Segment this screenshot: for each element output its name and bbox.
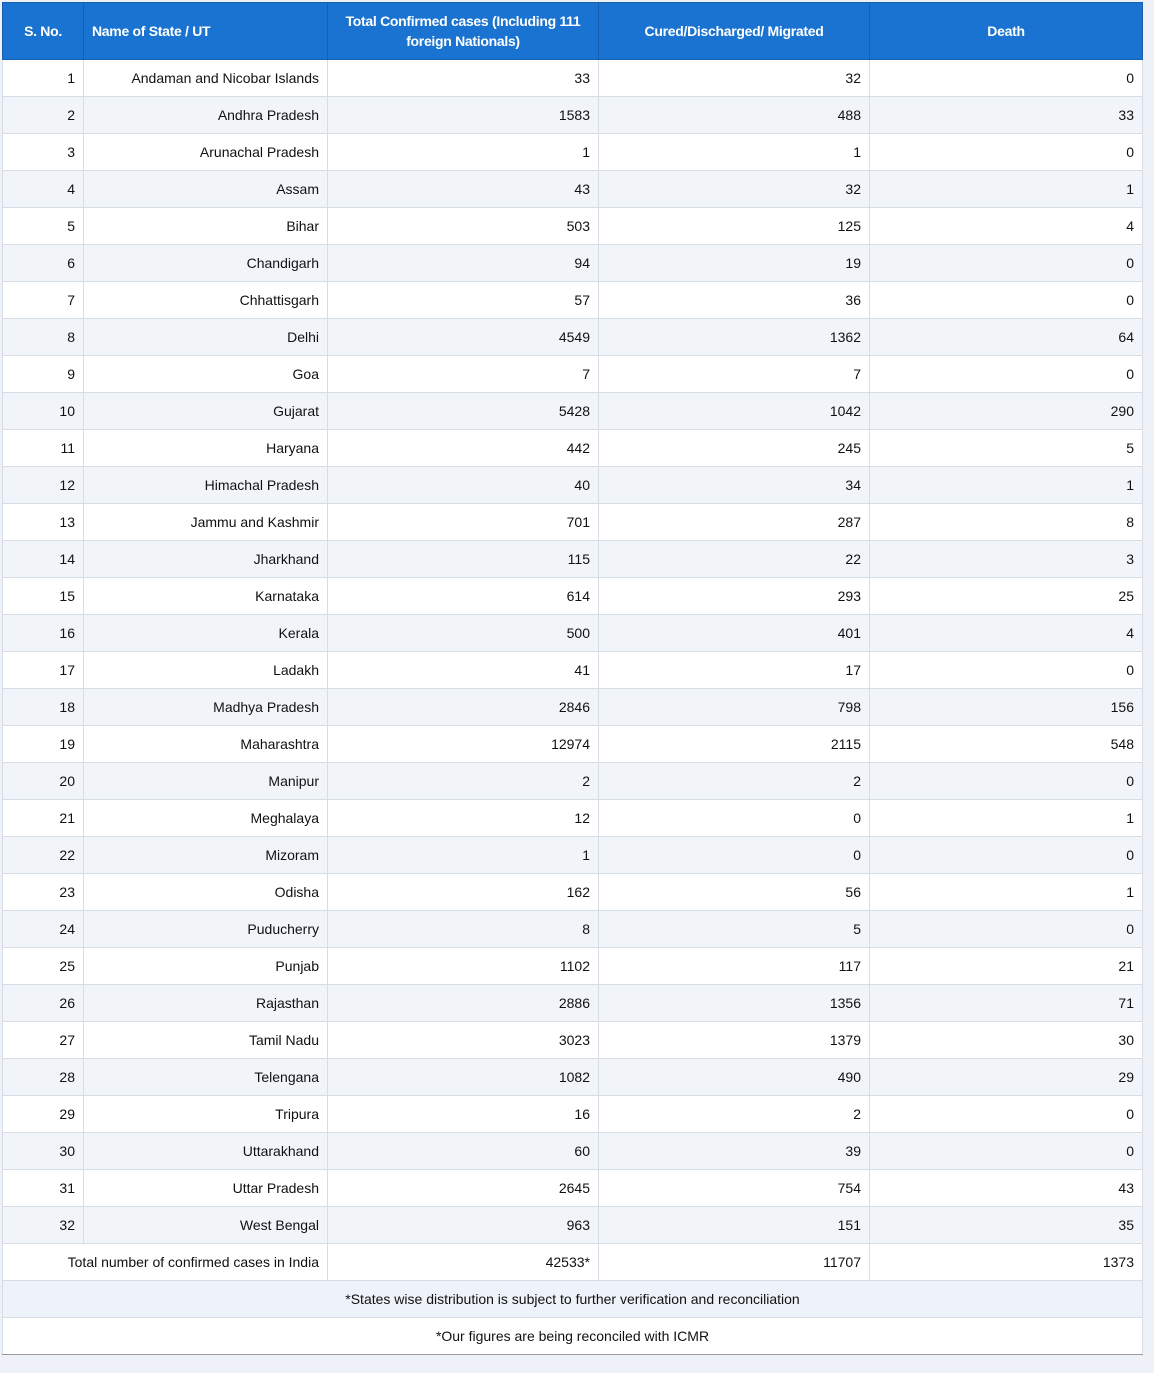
cell-cured: 19 xyxy=(599,245,870,282)
cell-cured: 36 xyxy=(599,282,870,319)
cell-confirmed: 442 xyxy=(328,430,599,467)
cell-cured: 1 xyxy=(599,134,870,171)
cell-confirmed: 1 xyxy=(328,134,599,171)
table-row xyxy=(3,208,1143,245)
cell-death: 0 xyxy=(870,134,1143,171)
cell-death: 1 xyxy=(870,874,1143,911)
table-row xyxy=(3,911,1143,948)
cell-state-name: Tamil Nadu xyxy=(84,1022,328,1059)
cell-confirmed: 1 xyxy=(328,837,599,874)
table-row xyxy=(3,356,1143,393)
cell-sno: 2 xyxy=(3,97,84,134)
cell-confirmed: 5428 xyxy=(328,393,599,430)
cell-cured: 34 xyxy=(599,467,870,504)
cell-sno: 3 xyxy=(3,134,84,171)
cell-confirmed: 1583 xyxy=(328,97,599,134)
cell-death: 5 xyxy=(870,430,1143,467)
cell-death: 35 xyxy=(870,1207,1143,1244)
cell-cured: 17 xyxy=(599,652,870,689)
cell-confirmed: 3023 xyxy=(328,1022,599,1059)
cell-confirmed: 33 xyxy=(328,60,599,97)
cell-death: 4 xyxy=(870,208,1143,245)
cell-confirmed: 500 xyxy=(328,615,599,652)
cell-state-name: Madhya Pradesh xyxy=(84,689,328,726)
cell-confirmed: 115 xyxy=(328,541,599,578)
table-row xyxy=(3,282,1143,319)
cell-death: 290 xyxy=(870,393,1143,430)
cell-state-name: Telengana xyxy=(84,1059,328,1096)
cell-cured: 117 xyxy=(599,948,870,985)
cell-state-name: Andaman and Nicobar Islands xyxy=(84,60,328,97)
cell-confirmed: 1082 xyxy=(328,1059,599,1096)
cell-confirmed: 8 xyxy=(328,911,599,948)
cell-state-name: Assam xyxy=(84,171,328,208)
cell-death: 21 xyxy=(870,948,1143,985)
table-row xyxy=(3,60,1143,97)
cell-sno: 1 xyxy=(3,60,84,97)
total-cured: 11707 xyxy=(599,1244,870,1281)
cell-confirmed: 162 xyxy=(328,874,599,911)
table-row xyxy=(3,689,1143,726)
cell-death: 1 xyxy=(870,800,1143,837)
cell-cured: 151 xyxy=(599,1207,870,1244)
table-row xyxy=(3,245,1143,282)
cell-cured: 56 xyxy=(599,874,870,911)
cell-sno: 17 xyxy=(3,652,84,689)
cell-state-name: Goa xyxy=(84,356,328,393)
cell-confirmed: 7 xyxy=(328,356,599,393)
cell-confirmed: 43 xyxy=(328,171,599,208)
table-row xyxy=(3,1022,1143,1059)
cell-sno: 31 xyxy=(3,1170,84,1207)
cell-cured: 245 xyxy=(599,430,870,467)
cell-state-name: Jammu and Kashmir xyxy=(84,504,328,541)
table-row xyxy=(3,652,1143,689)
cell-sno: 12 xyxy=(3,467,84,504)
cell-confirmed: 2 xyxy=(328,763,599,800)
cell-sno: 11 xyxy=(3,430,84,467)
cell-confirmed: 1102 xyxy=(328,948,599,985)
header-row xyxy=(3,3,1143,60)
cell-cured: 2115 xyxy=(599,726,870,763)
header-state-name: Name of State / UT xyxy=(84,3,328,60)
cell-confirmed: 2645 xyxy=(328,1170,599,1207)
cell-death: 0 xyxy=(870,763,1143,800)
table-row xyxy=(3,1096,1143,1133)
cell-confirmed: 41 xyxy=(328,652,599,689)
cell-sno: 27 xyxy=(3,1022,84,1059)
table-body xyxy=(3,60,1143,1355)
cell-sno: 19 xyxy=(3,726,84,763)
cell-sno: 8 xyxy=(3,319,84,356)
cell-cured: 401 xyxy=(599,615,870,652)
table-row xyxy=(3,800,1143,837)
cell-death: 71 xyxy=(870,985,1143,1022)
cell-cured: 490 xyxy=(599,1059,870,1096)
cell-confirmed: 4549 xyxy=(328,319,599,356)
cell-confirmed: 57 xyxy=(328,282,599,319)
cell-cured: 0 xyxy=(599,800,870,837)
cell-death: 25 xyxy=(870,578,1143,615)
cell-state-name: Karnataka xyxy=(84,578,328,615)
cell-sno: 14 xyxy=(3,541,84,578)
cell-state-name: Andhra Pradesh xyxy=(84,97,328,134)
cell-confirmed: 12974 xyxy=(328,726,599,763)
cell-death: 30 xyxy=(870,1022,1143,1059)
cell-state-name: Tripura xyxy=(84,1096,328,1133)
table-row xyxy=(3,1170,1143,1207)
cell-state-name: Delhi xyxy=(84,319,328,356)
cell-death: 3 xyxy=(870,541,1143,578)
cell-death: 0 xyxy=(870,1133,1143,1170)
cell-cured: 32 xyxy=(599,60,870,97)
cell-sno: 15 xyxy=(3,578,84,615)
state-wise-cases-table xyxy=(2,2,1143,1355)
cell-death: 0 xyxy=(870,1096,1143,1133)
table-row xyxy=(3,985,1143,1022)
cell-death: 33 xyxy=(870,97,1143,134)
total-confirmed: 42533* xyxy=(328,1244,599,1281)
note-row xyxy=(3,1318,1143,1355)
cell-cured: 2 xyxy=(599,1096,870,1133)
cell-death: 64 xyxy=(870,319,1143,356)
cell-cured: 1356 xyxy=(599,985,870,1022)
cell-death: 0 xyxy=(870,282,1143,319)
cell-confirmed: 16 xyxy=(328,1096,599,1133)
cell-death: 29 xyxy=(870,1059,1143,1096)
table-row xyxy=(3,1059,1143,1096)
header-sno: S. No. xyxy=(3,3,84,60)
cell-state-name: Punjab xyxy=(84,948,328,985)
cell-sno: 32 xyxy=(3,1207,84,1244)
cell-cured: 1379 xyxy=(599,1022,870,1059)
cell-cured: 39 xyxy=(599,1133,870,1170)
cell-sno: 6 xyxy=(3,245,84,282)
cell-state-name: Uttarakhand xyxy=(84,1133,328,1170)
cell-death: 0 xyxy=(870,356,1143,393)
table-row xyxy=(3,948,1143,985)
cell-sno: 16 xyxy=(3,615,84,652)
table-row xyxy=(3,430,1143,467)
note-row xyxy=(3,1281,1143,1318)
table-row xyxy=(3,578,1143,615)
cell-death: 548 xyxy=(870,726,1143,763)
cell-state-name: Himachal Pradesh xyxy=(84,467,328,504)
cell-state-name: Rajasthan xyxy=(84,985,328,1022)
table-row xyxy=(3,393,1143,430)
cell-state-name: Mizoram xyxy=(84,837,328,874)
cell-sno: 4 xyxy=(3,171,84,208)
cell-sno: 29 xyxy=(3,1096,84,1133)
cell-state-name: Kerala xyxy=(84,615,328,652)
cell-state-name: Arunachal Pradesh xyxy=(84,134,328,171)
table-row xyxy=(3,171,1143,208)
cell-cured: 22 xyxy=(599,541,870,578)
cell-cured: 293 xyxy=(599,578,870,615)
cell-state-name: Uttar Pradesh xyxy=(84,1170,328,1207)
cell-cured: 0 xyxy=(599,837,870,874)
table-row xyxy=(3,1133,1143,1170)
total-row xyxy=(3,1244,1143,1281)
cell-confirmed: 40 xyxy=(328,467,599,504)
cell-sno: 5 xyxy=(3,208,84,245)
cell-sno: 22 xyxy=(3,837,84,874)
table-header xyxy=(3,3,1143,60)
cell-state-name: Haryana xyxy=(84,430,328,467)
cell-death: 8 xyxy=(870,504,1143,541)
cell-sno: 18 xyxy=(3,689,84,726)
header-confirmed: Total Confirmed cases (Including 111 foreign Nationals) xyxy=(328,3,599,60)
cell-cured: 5 xyxy=(599,911,870,948)
table-row xyxy=(3,504,1143,541)
table-row xyxy=(3,874,1143,911)
cell-death: 0 xyxy=(870,911,1143,948)
state-wise-table-container xyxy=(2,2,1142,1355)
cell-confirmed: 2886 xyxy=(328,985,599,1022)
note-icmr: *Our figures are being reconciled with ICMR xyxy=(3,1318,1143,1355)
cell-sno: 21 xyxy=(3,800,84,837)
cell-death: 4 xyxy=(870,615,1143,652)
cell-confirmed: 2846 xyxy=(328,689,599,726)
cell-sno: 26 xyxy=(3,985,84,1022)
table-row xyxy=(3,319,1143,356)
cell-state-name: Gujarat xyxy=(84,393,328,430)
cell-death: 43 xyxy=(870,1170,1143,1207)
cell-sno: 13 xyxy=(3,504,84,541)
cell-death: 0 xyxy=(870,60,1143,97)
cell-death: 0 xyxy=(870,652,1143,689)
cell-sno: 24 xyxy=(3,911,84,948)
cell-cured: 287 xyxy=(599,504,870,541)
cell-cured: 1362 xyxy=(599,319,870,356)
total-label: Total number of confirmed cases in India xyxy=(3,1244,328,1281)
total-death: 1373 xyxy=(870,1244,1143,1281)
cell-sno: 30 xyxy=(3,1133,84,1170)
cell-confirmed: 94 xyxy=(328,245,599,282)
cell-confirmed: 60 xyxy=(328,1133,599,1170)
table-row xyxy=(3,837,1143,874)
cell-death: 1 xyxy=(870,171,1143,208)
cell-confirmed: 12 xyxy=(328,800,599,837)
cell-confirmed: 503 xyxy=(328,208,599,245)
cell-sno: 9 xyxy=(3,356,84,393)
cell-cured: 754 xyxy=(599,1170,870,1207)
note-verification: *States wise distribution is subject to further verification and reconciliation xyxy=(3,1281,1143,1318)
cell-confirmed: 701 xyxy=(328,504,599,541)
cell-state-name: Bihar xyxy=(84,208,328,245)
cell-sno: 25 xyxy=(3,948,84,985)
table-row xyxy=(3,726,1143,763)
cell-cured: 1042 xyxy=(599,393,870,430)
cell-death: 1 xyxy=(870,467,1143,504)
table-row xyxy=(3,1207,1143,1244)
header-cured: Cured/Discharged/ Migrated xyxy=(599,3,870,60)
cell-state-name: Jharkhand xyxy=(84,541,328,578)
cell-cured: 7 xyxy=(599,356,870,393)
cell-confirmed: 963 xyxy=(328,1207,599,1244)
table-row xyxy=(3,467,1143,504)
cell-sno: 7 xyxy=(3,282,84,319)
cell-cured: 798 xyxy=(599,689,870,726)
cell-confirmed: 614 xyxy=(328,578,599,615)
cell-sno: 28 xyxy=(3,1059,84,1096)
table-row xyxy=(3,97,1143,134)
table-row xyxy=(3,763,1143,800)
cell-cured: 2 xyxy=(599,763,870,800)
cell-death: 0 xyxy=(870,245,1143,282)
cell-sno: 10 xyxy=(3,393,84,430)
cell-state-name: Ladakh xyxy=(84,652,328,689)
cell-state-name: Chandigarh xyxy=(84,245,328,282)
cell-state-name: Odisha xyxy=(84,874,328,911)
table-row xyxy=(3,615,1143,652)
cell-state-name: Meghalaya xyxy=(84,800,328,837)
cell-death: 0 xyxy=(870,837,1143,874)
header-death: Death xyxy=(870,3,1143,60)
table-row xyxy=(3,541,1143,578)
cell-state-name: Puducherry xyxy=(84,911,328,948)
cell-cured: 125 xyxy=(599,208,870,245)
cell-sno: 23 xyxy=(3,874,84,911)
cell-cured: 32 xyxy=(599,171,870,208)
cell-state-name: Manipur xyxy=(84,763,328,800)
cell-state-name: Maharashtra xyxy=(84,726,328,763)
cell-sno: 20 xyxy=(3,763,84,800)
cell-state-name: West Bengal xyxy=(84,1207,328,1244)
cell-death: 156 xyxy=(870,689,1143,726)
cell-state-name: Chhattisgarh xyxy=(84,282,328,319)
table-row xyxy=(3,134,1143,171)
cell-cured: 488 xyxy=(599,97,870,134)
